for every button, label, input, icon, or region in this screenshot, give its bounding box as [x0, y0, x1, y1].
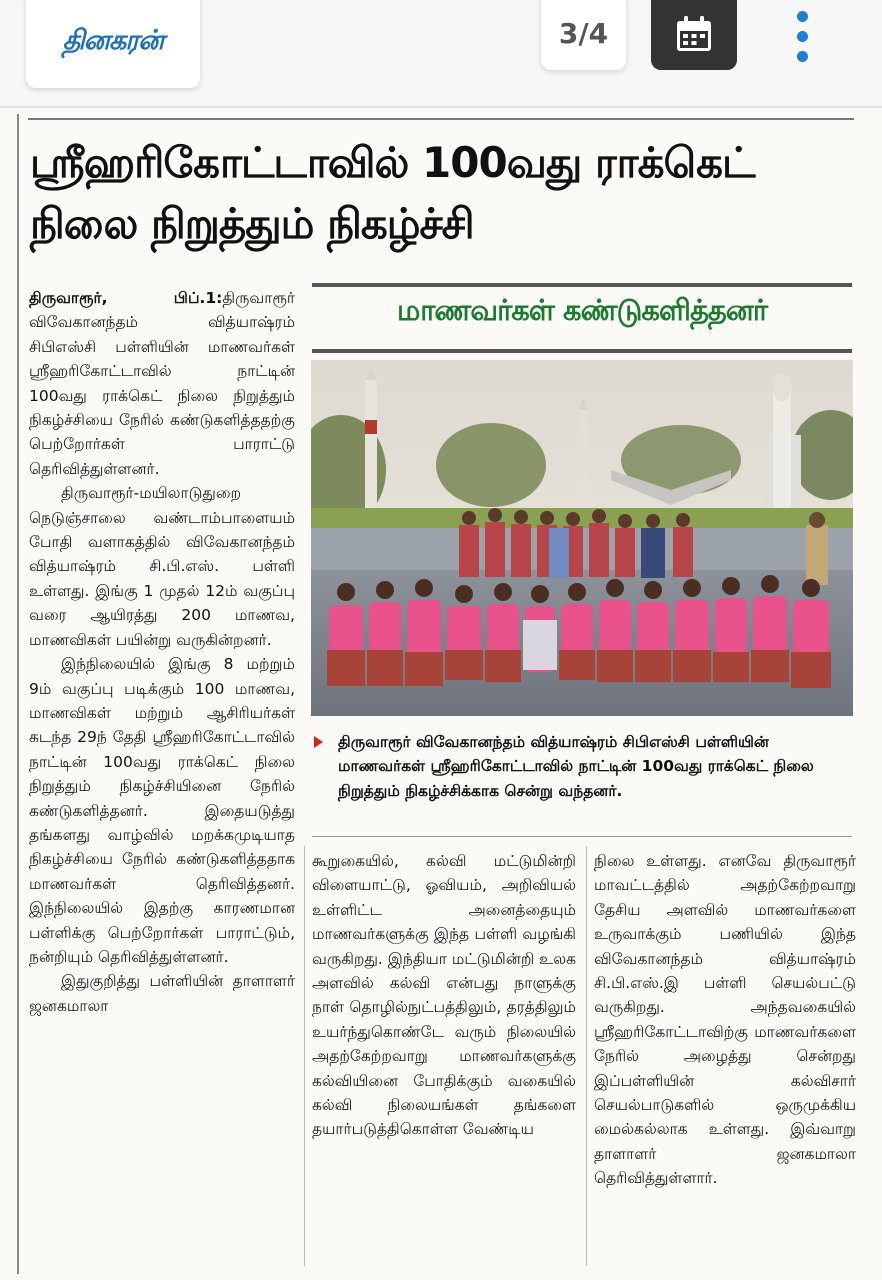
- subheadline-rule-bottom: [312, 349, 852, 353]
- paragraph-2: திருவாரூர்-மயிலாடுதுறை நெடுஞ்சாலை வண்டாம்பாளையம் போதி வளாகத்தில் விவேகானந்தம் வித்யாஷ்ரம் சி.பி.எஸ். பள்ளி உள்ளது. இங்கு 1 முதல் 12ம் வகுப்பு வரை ஆயிரத்து 200 மாணவ, மாணவிகள் பயின்று வருகின்றனர்.: [29, 484, 295, 649]
- paragraph-3: இந்நிலையில் இங்கு 8 மற்றும் 9ம் வகுப்பு படிக்கும் 100 மாணவ, மாணவிகள் மற்றும் ஆசிரியர்கள் கடந்த 29ந் தேதி ஸ்ரீஹரிகோட்டாவில் நாட்டின் 100வது ராக்கெட் நிலை நிறுத்தும் நிகழ்ச்சியினை நேரில் கண்டுகளித்தனர். இதையடுத்து தங்களது வாழ்வில் மறக்கமுடியாத நிகழ்ச்சியை நேரில் கண்டுகளித்ததாக மாணவர்கள் தெரிவித்தனர். இந்நிலையில் இதற்கு காரணமான பள்ளிக்கு பெற்றோர்கள் பாராட்டும், நன்றியும் தெரிவித்துள்ளனர்.: [29, 655, 295, 966]
- article-photo: [311, 360, 853, 716]
- students-at-launch-site-photo: [311, 360, 853, 716]
- subheadline-box: [312, 283, 852, 353]
- article-headline: [30, 132, 870, 254]
- more-vertical-icon: [797, 11, 808, 22]
- calendar-button[interactable]: [651, 0, 737, 70]
- subheadline: மாணவர்கள் கண்டுகளித்தனர்: [396, 293, 768, 327]
- page-indicator: 3/4: [558, 16, 609, 50]
- caption-rule: [312, 836, 852, 837]
- logo-button[interactable]: [26, 0, 200, 88]
- paragraph-1: [29, 286, 295, 481]
- paragraph-1-text: திருவாரூர் விவேகானந்தம் வித்யாஷ்ரம் சிபிஎஸ்சி பள்ளியின் மாணவர்கள் ஸ்ரீஹரிகோட்டாவில் நாட்டின் 100வது ராக்கெட் நிலை நிறுத்தும் நிகழ்ச்சியை நேரில் கண்டுகளித்ததற்கு பெற்றோர்கள் பாராட்டு தெரிவித்துள்ளனர்.: [29, 289, 295, 478]
- newspaper-clipping: [0, 108, 882, 1280]
- headline-line-2: நிலை நிறுத்தும் நிகழ்ச்சி: [30, 199, 474, 248]
- article-column-1: [29, 286, 295, 1018]
- column-3-text: நிலை உள்ளது. எனவே திருவாரூர் மாவட்டத்தில் அதற்கேற்றவாறு தேசிய அளவில் மாணவர்களை உருவாக்கும் பணியில் இந்த விவேகானந்தம் வித்யாஷ்ரம் சி.பி.எஸ்.இ பள்ளி செயல்பட்டு வருகிறது. அந்தவகையில் ஸ்ரீஹரிகோட்டாவிற்கு மாணவர்களை நேரில் அழைத்து சென்றது இப்பள்ளியின் கல்விசார் செயல்பாடுகளில் ஒருமுக்கிய மைல்கல்லாக உள்ளது. இவ்வாறு தாளாளர் ஜனகமாலா தெரிவித்துள்ளார்.: [594, 852, 856, 1188]
- caption-text: திருவாரூர் விவேகானந்தம் வித்யாஷ்ரம் சிபிஎஸ்சி பள்ளியின் மாணவர்கள் ஸ்ரீஹரிகோட்டாவில் நாட்டின் 100வது ராக்கெட் நிலை நிறுத்தும் நிகழ்ச்சிக்காக சென்று வந்தனர்.: [338, 733, 814, 800]
- dateline: திருவாரூர், பிப்.1:: [29, 289, 223, 307]
- article-column-2: [312, 849, 576, 1142]
- paragraph-4: இதுகுறித்து பள்ளியின் தாளாளர் ஜனகமாலா: [29, 972, 295, 1015]
- article-column-3: [594, 849, 856, 1191]
- app-toolbar: [0, 0, 882, 106]
- column-divider-2: [586, 846, 587, 1266]
- more-vertical-icon-dot: [797, 31, 808, 42]
- column-divider-1: [304, 846, 305, 1266]
- subheadline-rule-top: [312, 283, 852, 287]
- dinakaran-logo: தினகரன்: [62, 24, 164, 56]
- page-edge-line: [17, 114, 19, 1274]
- calendar-icon: [674, 14, 714, 54]
- caption-marker-icon: [314, 736, 323, 748]
- more-vertical-icon-dot: [797, 51, 808, 62]
- headline-line-1: ஸ்ரீஹரிகோட்டாவில் 100வது ராக்கெட்: [30, 138, 755, 187]
- top-rule: [28, 118, 854, 120]
- photo-caption: [312, 730, 852, 803]
- column-2-text: கூறுகையில், கல்வி மட்டுமின்றி விளையாட்டு, ஓவியம், அறிவியல் உள்ளிட்ட அனைத்தையும் மாணவர்களுக்கு இந்த பள்ளி வழங்கி வருகிறது. இந்தியா மட்டுமின்றி உலக அளவில் கல்வி என்பது நாளுக்கு நாள் தொழில்நுட்பத்திலும், தரத்திலும் உயர்ந்துகொண்டே வரும் நிலையில் அதற்கேற்றவாறு மாணவர்களுக்கு கல்வியினை போதிக்கும் வகையில் கல்வி நிலையங்கள் தங்களை தயார்படுத்திகொள்ள வேண்டிய: [312, 852, 576, 1139]
- more-options-button[interactable]: [780, 6, 824, 66]
- page-indicator-button[interactable]: [541, 0, 626, 70]
